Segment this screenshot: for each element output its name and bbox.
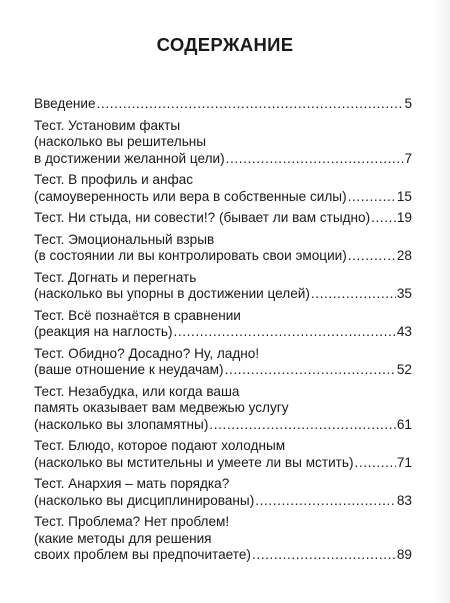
toc-entry-line: Тест. Блюдо, которое подают холодным [34, 438, 286, 453]
dot-leader [348, 248, 396, 265]
toc-entry [34, 96, 412, 113]
page-number: 71 [396, 454, 412, 470]
page-number: 15 [396, 188, 412, 204]
toc-entry [34, 210, 412, 227]
toc-entry-line: Тест. Эмоциональный взрыв [34, 231, 215, 247]
toc-entry-last-line [34, 547, 412, 564]
toc-entry [34, 438, 412, 471]
dot-leader [209, 417, 396, 434]
page-number: 52 [396, 362, 412, 377]
page-number: 35 [396, 286, 412, 301]
toc-entry [34, 270, 412, 303]
page-number: 5 [404, 96, 412, 111]
toc-entry [34, 232, 412, 265]
page-number: 28 [396, 248, 412, 263]
page-number: 89 [396, 547, 412, 562]
toc-entry [34, 308, 412, 341]
toc-entry-last-line [34, 210, 412, 227]
toc-entry-last-line [34, 189, 412, 206]
dot-leader [348, 189, 396, 206]
toc-entry-line: своих проблем вы предпочитаете) [34, 547, 251, 562]
toc-entry-line: (насколько вы решительны [34, 134, 207, 149]
dot-leader [355, 455, 396, 472]
dot-leader [226, 151, 404, 168]
toc-entry-last-line [34, 96, 412, 113]
toc-entry [34, 384, 412, 434]
toc-entry-line: (насколько вы упорны в достижении целей) [34, 286, 310, 301]
toc-entry-line: Тест. Проблема? Нет проблем! [34, 514, 230, 529]
toc-entry-line: (в состоянии ли вы контролировать свои эмоции) [34, 248, 347, 263]
toc-entry-line: (какие методы для решения [34, 530, 212, 546]
page-edge-shadow [432, 0, 450, 603]
dot-leader [174, 324, 396, 341]
toc-entry-line: Тест. Анархия – мать порядка? [34, 476, 230, 491]
toc-entry-line: Тест. Установим факты [34, 117, 181, 133]
dot-leader [255, 493, 396, 510]
toc-entry-line: Введение [34, 96, 96, 111]
table-of-contents [34, 96, 412, 569]
toc-entry-line: Тест. Догнать и перегнать [34, 269, 197, 285]
toc-entry-line: Тест. Обидно? Досадно? Ну, ладно! [34, 345, 260, 361]
toc-entry-line: (ваше отношение к неудачам) [34, 362, 224, 377]
toc-entry-line: Тест. Ни стыда, ни совести!? (бывает ли вам стыдно) [34, 210, 371, 225]
toc-entry-line: в достижении желанной цели) [34, 150, 225, 166]
toc-entry-line: (реакция на наглость) [34, 324, 173, 339]
page-title: СОДЕРЖАНИЕ [156, 34, 294, 55]
page-number: 83 [396, 492, 412, 508]
toc-entry-last-line [34, 417, 412, 434]
toc-entry [34, 172, 412, 205]
dot-leader [371, 210, 396, 227]
toc-entry-line: память оказывает вам медвежью услугу [34, 400, 289, 415]
toc-entry-line: (насколько вы злопамятны) [34, 416, 209, 432]
dot-leader [97, 96, 404, 113]
toc-entry-last-line [34, 151, 412, 168]
toc-entry-last-line [34, 493, 412, 510]
toc-entry [34, 346, 412, 379]
toc-entry-line: (насколько вы мстительны и умеете ли вы мстить) [34, 454, 354, 470]
toc-entry [34, 118, 412, 168]
toc-entry [34, 476, 412, 509]
toc-entry [34, 514, 412, 564]
dot-leader [225, 362, 396, 379]
toc-entry-last-line [34, 248, 412, 265]
toc-entry-last-line [34, 324, 412, 341]
toc-entry-line: Тест. Всё познаётся в сравнении [34, 307, 241, 323]
dot-leader [252, 547, 396, 564]
page-number: 19 [396, 210, 412, 225]
page-number: 7 [404, 150, 412, 166]
toc-entry-line: (насколько вы дисциплинированы) [34, 492, 255, 508]
page-number: 43 [396, 324, 412, 339]
toc-entry-last-line [34, 362, 412, 379]
toc-entry-line: (самоуверенность или вера в собственные силы) [34, 188, 347, 204]
dot-leader [311, 286, 396, 303]
toc-entry-last-line [34, 286, 412, 303]
page-number: 61 [396, 416, 412, 432]
toc-entry-line: Тест. Незабудка, или когда ваша [34, 383, 240, 399]
toc-entry-line: Тест. В профиль и анфас [34, 172, 194, 187]
toc-entry-last-line [34, 455, 412, 472]
